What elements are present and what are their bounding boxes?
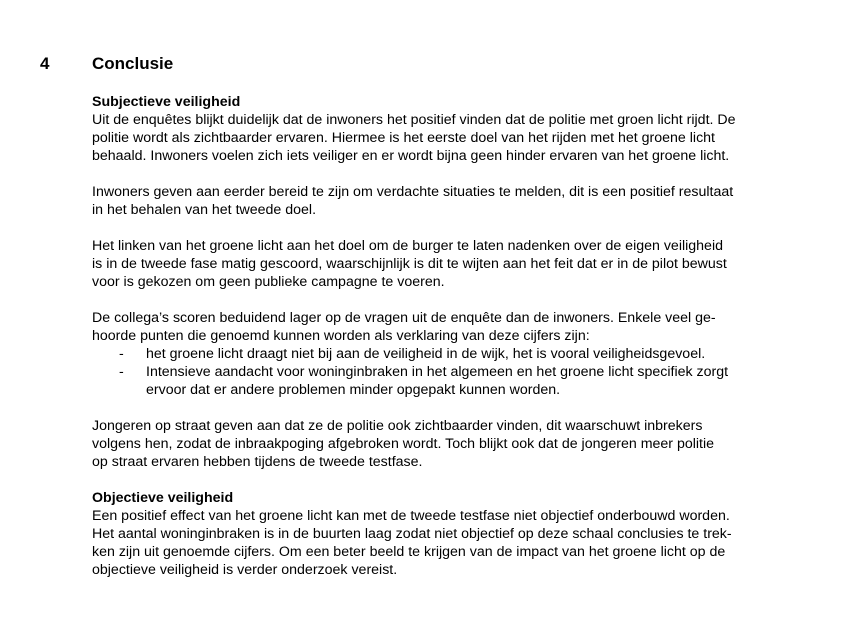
text-line: volgens hen, zodat de inbraakpoging afgebroken wordt. Toch blijkt ook dat de jongeren meer politie	[92, 436, 715, 452]
section-body	[92, 93, 792, 597]
list-dash: -	[119, 364, 124, 380]
text-line: objectieve veiligheid is verder onderzoek vereist.	[92, 562, 398, 578]
text-line: Een positief effect van het groene licht kan met de tweede testfase niet objectief onderbouwd worden.	[92, 508, 730, 524]
explanation-list	[92, 345, 792, 399]
text-line: Het linken van het groene licht aan het doel om de burger te laten nadenken over de eigen veiligheid	[92, 238, 723, 254]
text-line: is in de tweede fase matig gescoord, waarschijnlijk is dit te wijten aan het feit dat er in de pilot bewust	[92, 256, 727, 272]
section-title: Conclusie	[92, 54, 174, 73]
text-line: behaald. Inwoners voelen zich iets veiliger en er wordt bijna geen hinder ervaren van het groene licht.	[92, 148, 730, 164]
subjective-paragraph-5	[92, 417, 792, 471]
section-number: 4	[40, 54, 50, 73]
text-line: ken zijn uit genoemde cijfers. Om een beter beeld te krijgen van de impact van het groene licht op de	[92, 544, 726, 560]
text-line: Inwoners geven aan eerder bereid te zijn om verdachte situaties te melden, dit is een positief resultaat	[92, 184, 734, 200]
list-item	[92, 363, 792, 399]
subjective-paragraph-2	[92, 183, 792, 219]
text-line: op straat ervaren hebben tijdens de tweede testfase.	[92, 454, 423, 470]
subjective-paragraph-3	[92, 237, 792, 291]
list-item	[92, 345, 792, 363]
text-line: Intensieve aandacht voor woninginbraken in het algemeen en het groene licht specifiek zorgt	[146, 364, 729, 380]
text-line: De collega’s scoren beduidend lager op de vragen uit de enquête dan de inwoners. Enkele veel ge-	[92, 310, 716, 326]
subjective-heading: Subjectieve veiligheid	[92, 94, 241, 110]
text-line: voor is gekozen om geen publieke campagne te voeren.	[92, 274, 445, 290]
text-line: het groene licht draagt niet bij aan de veiligheid in de wijk, het is vooral veiligheidsgevoel.	[146, 346, 706, 362]
text-line: hoorde punten die genoemd kunnen worden als verklaring van deze cijfers zijn:	[92, 328, 590, 344]
list-dash: -	[119, 346, 124, 362]
text-line: ervoor dat er andere problemen minder opgepakt kunnen worden.	[146, 382, 561, 398]
objective-paragraph-1	[92, 507, 792, 579]
subjective-paragraph-4	[92, 309, 792, 345]
text-line: in het behalen van het tweede doel.	[92, 202, 317, 218]
objective-heading: Objectieve veiligheid	[92, 490, 234, 506]
text-line: Uit de enquêtes blijkt duidelijk dat de inwoners het positief vinden dat de politie met groen licht rijdt. De	[92, 112, 736, 128]
text-line: politie wordt als zichtbaarder ervaren. Hiermee is het eerste doel van het rijden met het groene licht	[92, 130, 715, 146]
text-line: Jongeren op straat geven aan dat ze de politie ook zichtbaarder vinden, dit waarschuwt inbrekers	[92, 418, 703, 434]
text-line: Het aantal woninginbraken is in de buurten laag zodat niet objectief op deze schaal conclusies te trek-	[92, 526, 732, 542]
subjective-paragraph-1	[92, 111, 792, 165]
